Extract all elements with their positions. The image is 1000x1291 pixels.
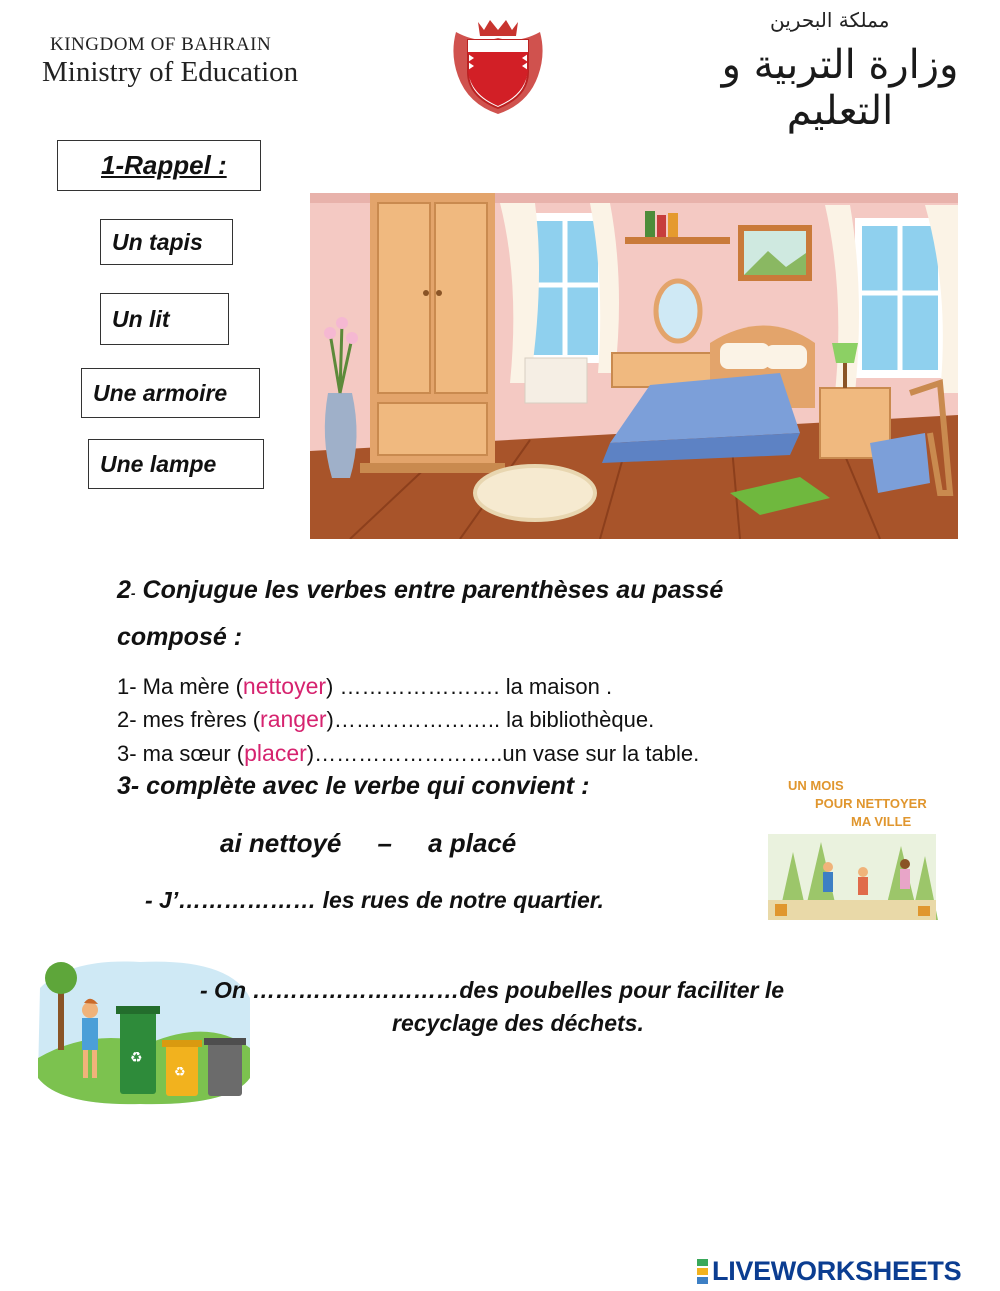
sentence-2-continuation: recyclage des déchets. bbox=[392, 1010, 644, 1036]
liveworksheets-logo[interactable] bbox=[697, 1256, 961, 1287]
header-kingdom: KINGDOM OF BAHRAIN bbox=[50, 34, 272, 55]
section3-title: 3- complète avec le verbe qui convient : bbox=[117, 772, 590, 800]
line1-prefix: 1- Ma mère ( bbox=[117, 674, 243, 699]
svg-text:♻: ♻ bbox=[174, 1065, 186, 1080]
exercise-line-1 bbox=[117, 673, 612, 700]
poster-line-1: UN MOIS bbox=[788, 778, 844, 793]
section2-dash: - bbox=[130, 585, 136, 601]
liveworksheets-icon bbox=[697, 1258, 708, 1285]
header-ministry: Ministry of Education bbox=[42, 56, 299, 88]
line2-suffix: )………………….. la bibliothèque. bbox=[326, 707, 655, 732]
sentence-2: - On ………………………des poubelles pour faciliter le bbox=[200, 977, 785, 1003]
line3-prefix: 3- ma sœur ( bbox=[117, 741, 245, 766]
header-arabic-kingdom: مملكة البحرين bbox=[770, 8, 890, 32]
line2-verb: ranger bbox=[260, 706, 327, 732]
rappel-title-box bbox=[57, 140, 261, 191]
word-box-armoire: Une armoire bbox=[81, 368, 260, 418]
rappel-title: 1-Rappel : bbox=[101, 150, 227, 180]
word-box-lampe: Une lampe bbox=[88, 439, 264, 489]
line3-verb: placer bbox=[244, 740, 307, 766]
word-box-tapis: Un tapis bbox=[100, 219, 233, 265]
svg-text:♻: ♻ bbox=[130, 1050, 143, 1066]
poster-line-2: POUR NETTOYER bbox=[815, 796, 927, 811]
poster-line-3: MA VILLE bbox=[851, 814, 912, 829]
word-box-lit: Un lit bbox=[100, 293, 229, 345]
line3-suffix: )……………………..un vase sur la table. bbox=[306, 741, 700, 766]
section2-number: 2 bbox=[117, 576, 131, 604]
line2-prefix: 2- mes frères ( bbox=[117, 707, 261, 732]
line1-suffix: ) …………………. la maison . bbox=[326, 674, 613, 699]
line1-verb: nettoyer bbox=[242, 673, 327, 699]
exercise-line-3 bbox=[117, 740, 699, 767]
header-arabic-ministry: وزارة التربية و التعليم bbox=[721, 42, 959, 134]
liveworksheets-brand: LIVEWORKSHEETS bbox=[712, 1256, 962, 1286]
bahrain-emblem bbox=[448, 14, 548, 116]
verb-choices: ai nettoyé – a placé bbox=[220, 828, 517, 858]
exercise-line-2 bbox=[117, 706, 654, 733]
sentence-1: - J’……………… les rues de notre quartier. bbox=[145, 887, 604, 913]
section2-heading bbox=[117, 568, 817, 659]
clean-city-poster bbox=[733, 772, 970, 932]
bedroom-illustration bbox=[310, 193, 958, 539]
section2-title: Conjugue les verbes entre parenthèses au passé composé : bbox=[117, 576, 724, 651]
